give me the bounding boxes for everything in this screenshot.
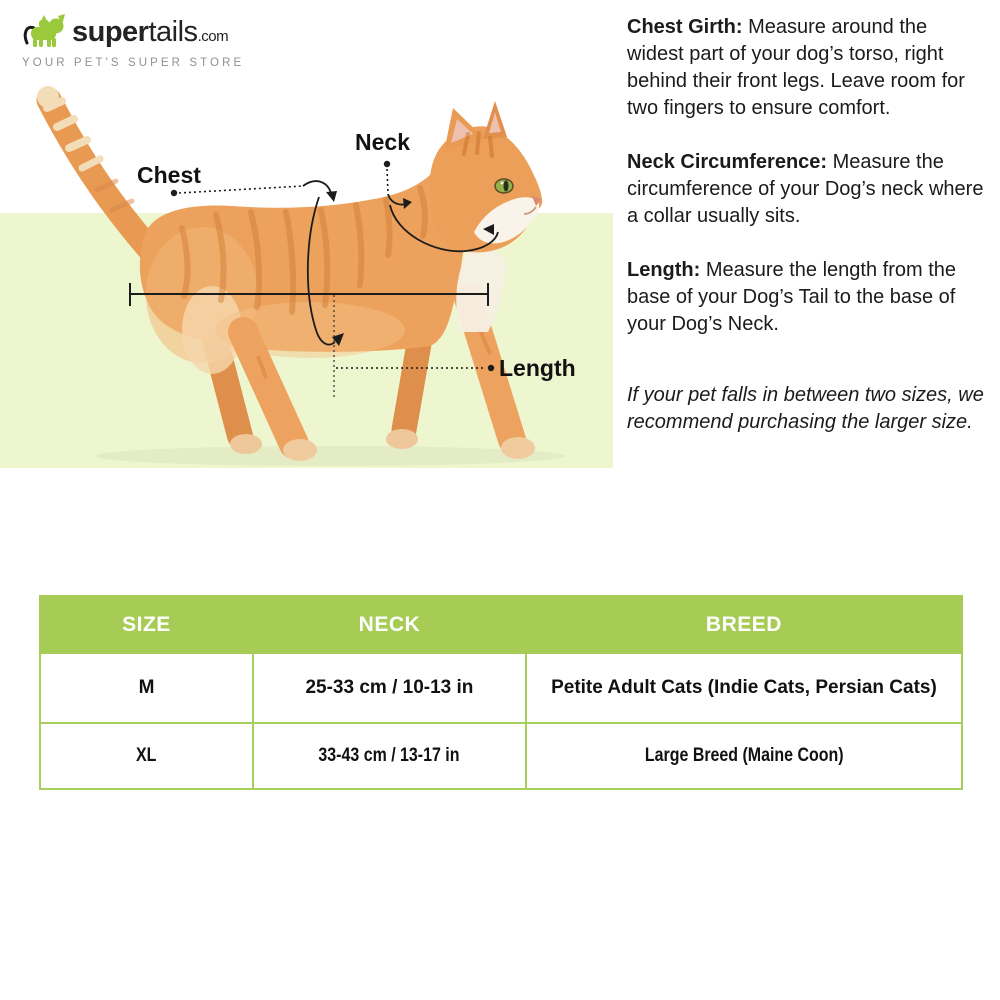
- chest-girth-paragraph: [627, 14, 987, 122]
- neck-circumference-text: Measure the circumference of your Dog’s neck where a collar usually sits.: [627, 151, 984, 227]
- chest-girth-text: Measure around the widest part of your dog’s torso, right behind their front legs. Leave room for two fingers to ensure comfort.: [627, 16, 965, 119]
- brand-tails: tails: [148, 16, 198, 48]
- supertails-dog-icon: [22, 12, 68, 52]
- brand-tld: .com: [197, 28, 229, 45]
- cell-breed-xl: Large Breed (Maine Coon): [526, 723, 962, 789]
- size-chart-table: [39, 595, 963, 790]
- cell-breed-m: Petite Adult Cats (Indie Cats, Persian Cats): [526, 653, 962, 723]
- cat-illustration: [20, 80, 620, 470]
- header-size: SIZE: [40, 596, 253, 653]
- header-breed: BREED: [526, 596, 962, 653]
- neck-circumference-paragraph: [627, 149, 987, 230]
- supertails-logo: [22, 12, 244, 69]
- table-header-row: [40, 596, 962, 653]
- cell-size-xl: XL: [40, 723, 253, 789]
- chest-label: Chest: [137, 162, 201, 188]
- brand-super: super: [72, 16, 149, 48]
- sizing-note: If your pet falls in between two sizes, we recommend purchasing the larger size.: [627, 384, 984, 433]
- neck-label: Neck: [355, 129, 410, 155]
- length-lead: Length:: [627, 259, 701, 281]
- length-paragraph: [627, 257, 987, 338]
- cell-size-m: M: [40, 653, 253, 723]
- length-label: Length: [499, 355, 576, 381]
- cell-neck-m: 25-33 cm / 10-13 in: [253, 653, 526, 723]
- header-neck: NECK: [253, 596, 526, 653]
- table-row: [40, 723, 962, 789]
- brand-wordmark: [72, 17, 228, 52]
- brand-tagline: YOUR PET'S SUPER STORE: [22, 57, 245, 69]
- neck-circumference-lead: Neck Circumference:: [627, 151, 828, 173]
- chest-girth-lead: Chest Girth:: [627, 16, 743, 38]
- length-text: Measure the length from the base of your Dog’s Tail to the base of your Dog’s Neck.: [627, 259, 957, 335]
- table-row: [40, 653, 962, 723]
- measuring-instructions: [627, 14, 987, 463]
- cell-neck-xl: 33-43 cm / 13-17 in: [253, 723, 526, 789]
